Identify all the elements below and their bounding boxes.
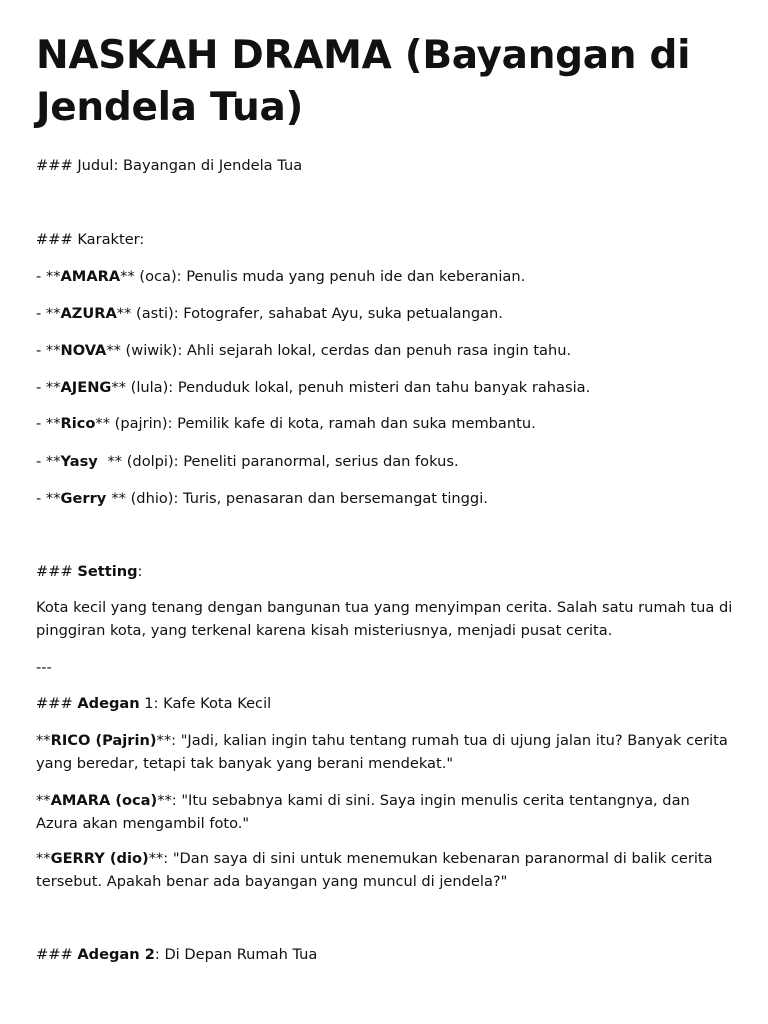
dialogue-amara: **AMARA (oca)**: "Itu sebabnya kami di sini. Saya ingin menulis cerita tentangnya, dan Azura akan mengambil foto."	[36, 792, 690, 832]
dialogue-gerry: **GERRY (dio)**: "Dan saya di sini untuk menemukan kebenaran paranormal di balik cerita tersebut. Apakah benar ada bayangan yang muncul di jendela?"	[36, 850, 713, 890]
karakter-heading: ### Karakter:	[36, 231, 145, 248]
character-line-rico: - **Rico** (pajrin): Pemilik kafe di kota, ramah dan suka membantu.	[36, 415, 536, 432]
judul-line: ### Judul: Bayangan di Jendela Tua	[36, 157, 303, 174]
dialogue-rico: **RICO (Pajrin)**: "Jadi, kalian ingin tahu tentang rumah tua di ujung jalan itu? Banyak cerita yang beredar, tetapi tak banyak yang berani mendekat."	[36, 732, 728, 772]
character-line-yasy: - **Yasy ** (dolpi): Peneliti paranormal, serius dan fokus.	[36, 453, 459, 470]
separator: ---	[36, 659, 52, 676]
character-line-gerry: - **Gerry ** (dhio): Turis, penasaran dan bersemangat tinggi.	[36, 490, 488, 507]
character-line-azura: - **AZURA** (asti): Fotografer, sahabat Ayu, suka petualangan.	[36, 305, 503, 322]
setting-heading: ### Setting:	[36, 563, 143, 580]
setting-paragraph: Kota kecil yang tenang dengan bangunan tua yang menyimpan cerita. Salah satu rumah tua di pinggiran kota, yang terkenal karena kisah misteriusnya, menjadi pusat cerita.	[36, 599, 733, 639]
scene1-heading: ### Adegan 1: Kafe Kota Kecil	[36, 695, 272, 712]
scene2-heading: ### Adegan 2: Di Depan Rumah Tua	[36, 946, 318, 963]
character-line-nova: - **NOVA** (wiwik): Ahli sejarah lokal, cerdas dan penuh rasa ingin tahu.	[36, 342, 572, 359]
character-line-amara: - **AMARA** (oca): Penulis muda yang penuh ide dan keberanian.	[36, 268, 526, 285]
character-line-ajeng: - **AJENG** (lula): Penduduk lokal, penuh misteri dan tahu banyak rahasia.	[36, 379, 591, 396]
page-title: NASKAH DRAMA (Bayangan di Jendela Tua)	[36, 33, 691, 130]
